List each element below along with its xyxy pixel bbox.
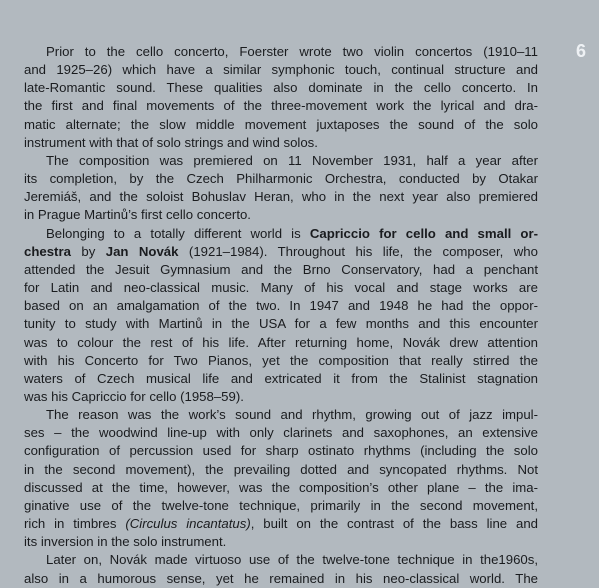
text-run: ginative use of the twelve-tone technique, primarily in the second movement, — [24, 497, 538, 513]
text-run: Jeremiáš, and the soloist Bohuslav Heran, who in the next year also premiered — [24, 189, 538, 205]
text-line — [24, 406, 538, 424]
text-run: in Prague Martinů’s first cello concerto. — [24, 207, 251, 223]
text-run: for Latin and neo-classical music. Many of his vocal and stage works are — [24, 280, 538, 296]
text-run: in the second movement), the prevailing dotted and syncopated rhythms. Not — [24, 461, 538, 477]
text-line — [24, 43, 538, 61]
bold-text: Capriccio for cello and small or- — [309, 225, 538, 241]
bold-text: Jan Novák — [105, 243, 179, 259]
text-line — [24, 533, 538, 551]
text-line — [24, 315, 538, 333]
text-line — [24, 79, 538, 97]
text-line — [24, 97, 538, 115]
text-line — [24, 170, 538, 188]
text-run: configuration of percussion used for sharp ostinato rhythms (including the solo — [24, 443, 538, 459]
text-run: the first and final movements of the three-movement work the lyrical and dra- — [24, 98, 538, 114]
text-line — [24, 497, 538, 515]
text-run: matic alternate; the slow middle movement juxtaposes the sound of the solo — [24, 116, 538, 132]
text-line — [24, 152, 538, 170]
text-run: tunity to study with Martinů in the USA for a few months and this encounter — [24, 316, 538, 332]
text-run: late-Romantic sound. These qualities also dominate in the cello concerto. In — [24, 80, 538, 96]
text-line — [24, 225, 538, 243]
text-line — [24, 570, 538, 588]
text-run: and 1925–26) which have a similar symphonic touch, continual structure and — [24, 62, 538, 78]
paragraph — [24, 406, 538, 551]
text-run: also in a humorous sense, yet he remained in his neo-classical world. The — [24, 570, 538, 586]
page-number: 6 — [575, 41, 586, 61]
text-run: was to colour the rest of his life. After returning home, Novák drew attention — [24, 334, 538, 350]
paragraph — [24, 551, 538, 587]
text-line — [24, 424, 538, 442]
text-line — [24, 461, 538, 479]
bold-text: chestra — [24, 243, 71, 259]
text-line — [24, 134, 538, 152]
text-run: The composition was premiered on 11 November 1931, half a year after — [46, 152, 538, 168]
text-line — [24, 551, 538, 569]
text-line — [24, 388, 538, 406]
text-line — [24, 243, 538, 261]
body-text — [24, 43, 538, 588]
text-run: by — [70, 243, 106, 259]
text-line — [24, 352, 538, 370]
paragraph — [24, 152, 538, 225]
text-run: , built on the contrast of the bass line and — [250, 516, 538, 532]
text-run: attended the Jesuit Gymnasium and the Brno Conservatory, had a penchant — [24, 261, 538, 277]
paragraph — [24, 43, 538, 152]
text-line — [24, 334, 538, 352]
text-run: based on an amalgamation of the two. In 1947 and 1948 he had the oppor- — [24, 298, 538, 314]
text-line — [24, 206, 538, 224]
text-line — [24, 116, 538, 134]
text-run: its completion, by the Czech Philharmonic Orchestra, conducted by Otakar — [24, 171, 538, 187]
text-line — [24, 188, 538, 206]
text-line — [24, 515, 538, 533]
text-line — [24, 297, 538, 315]
text-run: with his Concerto for Two Pianos, yet the composition that really stirred the — [24, 352, 538, 368]
text-run: ses – the woodwind line-up with only clarinets and saxophones, an extensive — [24, 425, 538, 441]
text-run: Later on, Novák made virtuoso use of the twelve-tone technique in the1960s, — [46, 552, 538, 568]
text-line — [24, 479, 538, 497]
text-line — [24, 261, 538, 279]
text-line — [24, 279, 538, 297]
text-run: was his Capriccio for cello (1958–59). — [24, 388, 244, 404]
text-line — [24, 61, 538, 79]
text-run: its inversion in the solo instrument. — [24, 534, 227, 550]
text-run: Belonging to a totally different world is — [46, 225, 310, 241]
text-run: discussed at the time, however, was the composition’s other plane – the ima- — [24, 479, 538, 495]
text-line — [24, 370, 538, 388]
paragraph — [24, 225, 538, 407]
text-run: Prior to the cello concerto, Foerster wrote two violin concertos (1910–11 — [46, 44, 538, 59]
text-run: (1921–1984). Throughout his life, the composer, who — [178, 243, 538, 259]
text-run: The reason was the work’s sound and rhythm, growing out of jazz impul- — [46, 407, 538, 423]
text-run: instrument with that of solo strings and wind solos. — [24, 134, 318, 150]
text-run: waters of Czech musical life and extricated it from the Stalinist stagnation — [24, 370, 538, 386]
text-line — [24, 442, 538, 460]
italic-text: (Circulus incantatus) — [125, 516, 251, 532]
text-run: rich in timbres — [24, 516, 126, 532]
